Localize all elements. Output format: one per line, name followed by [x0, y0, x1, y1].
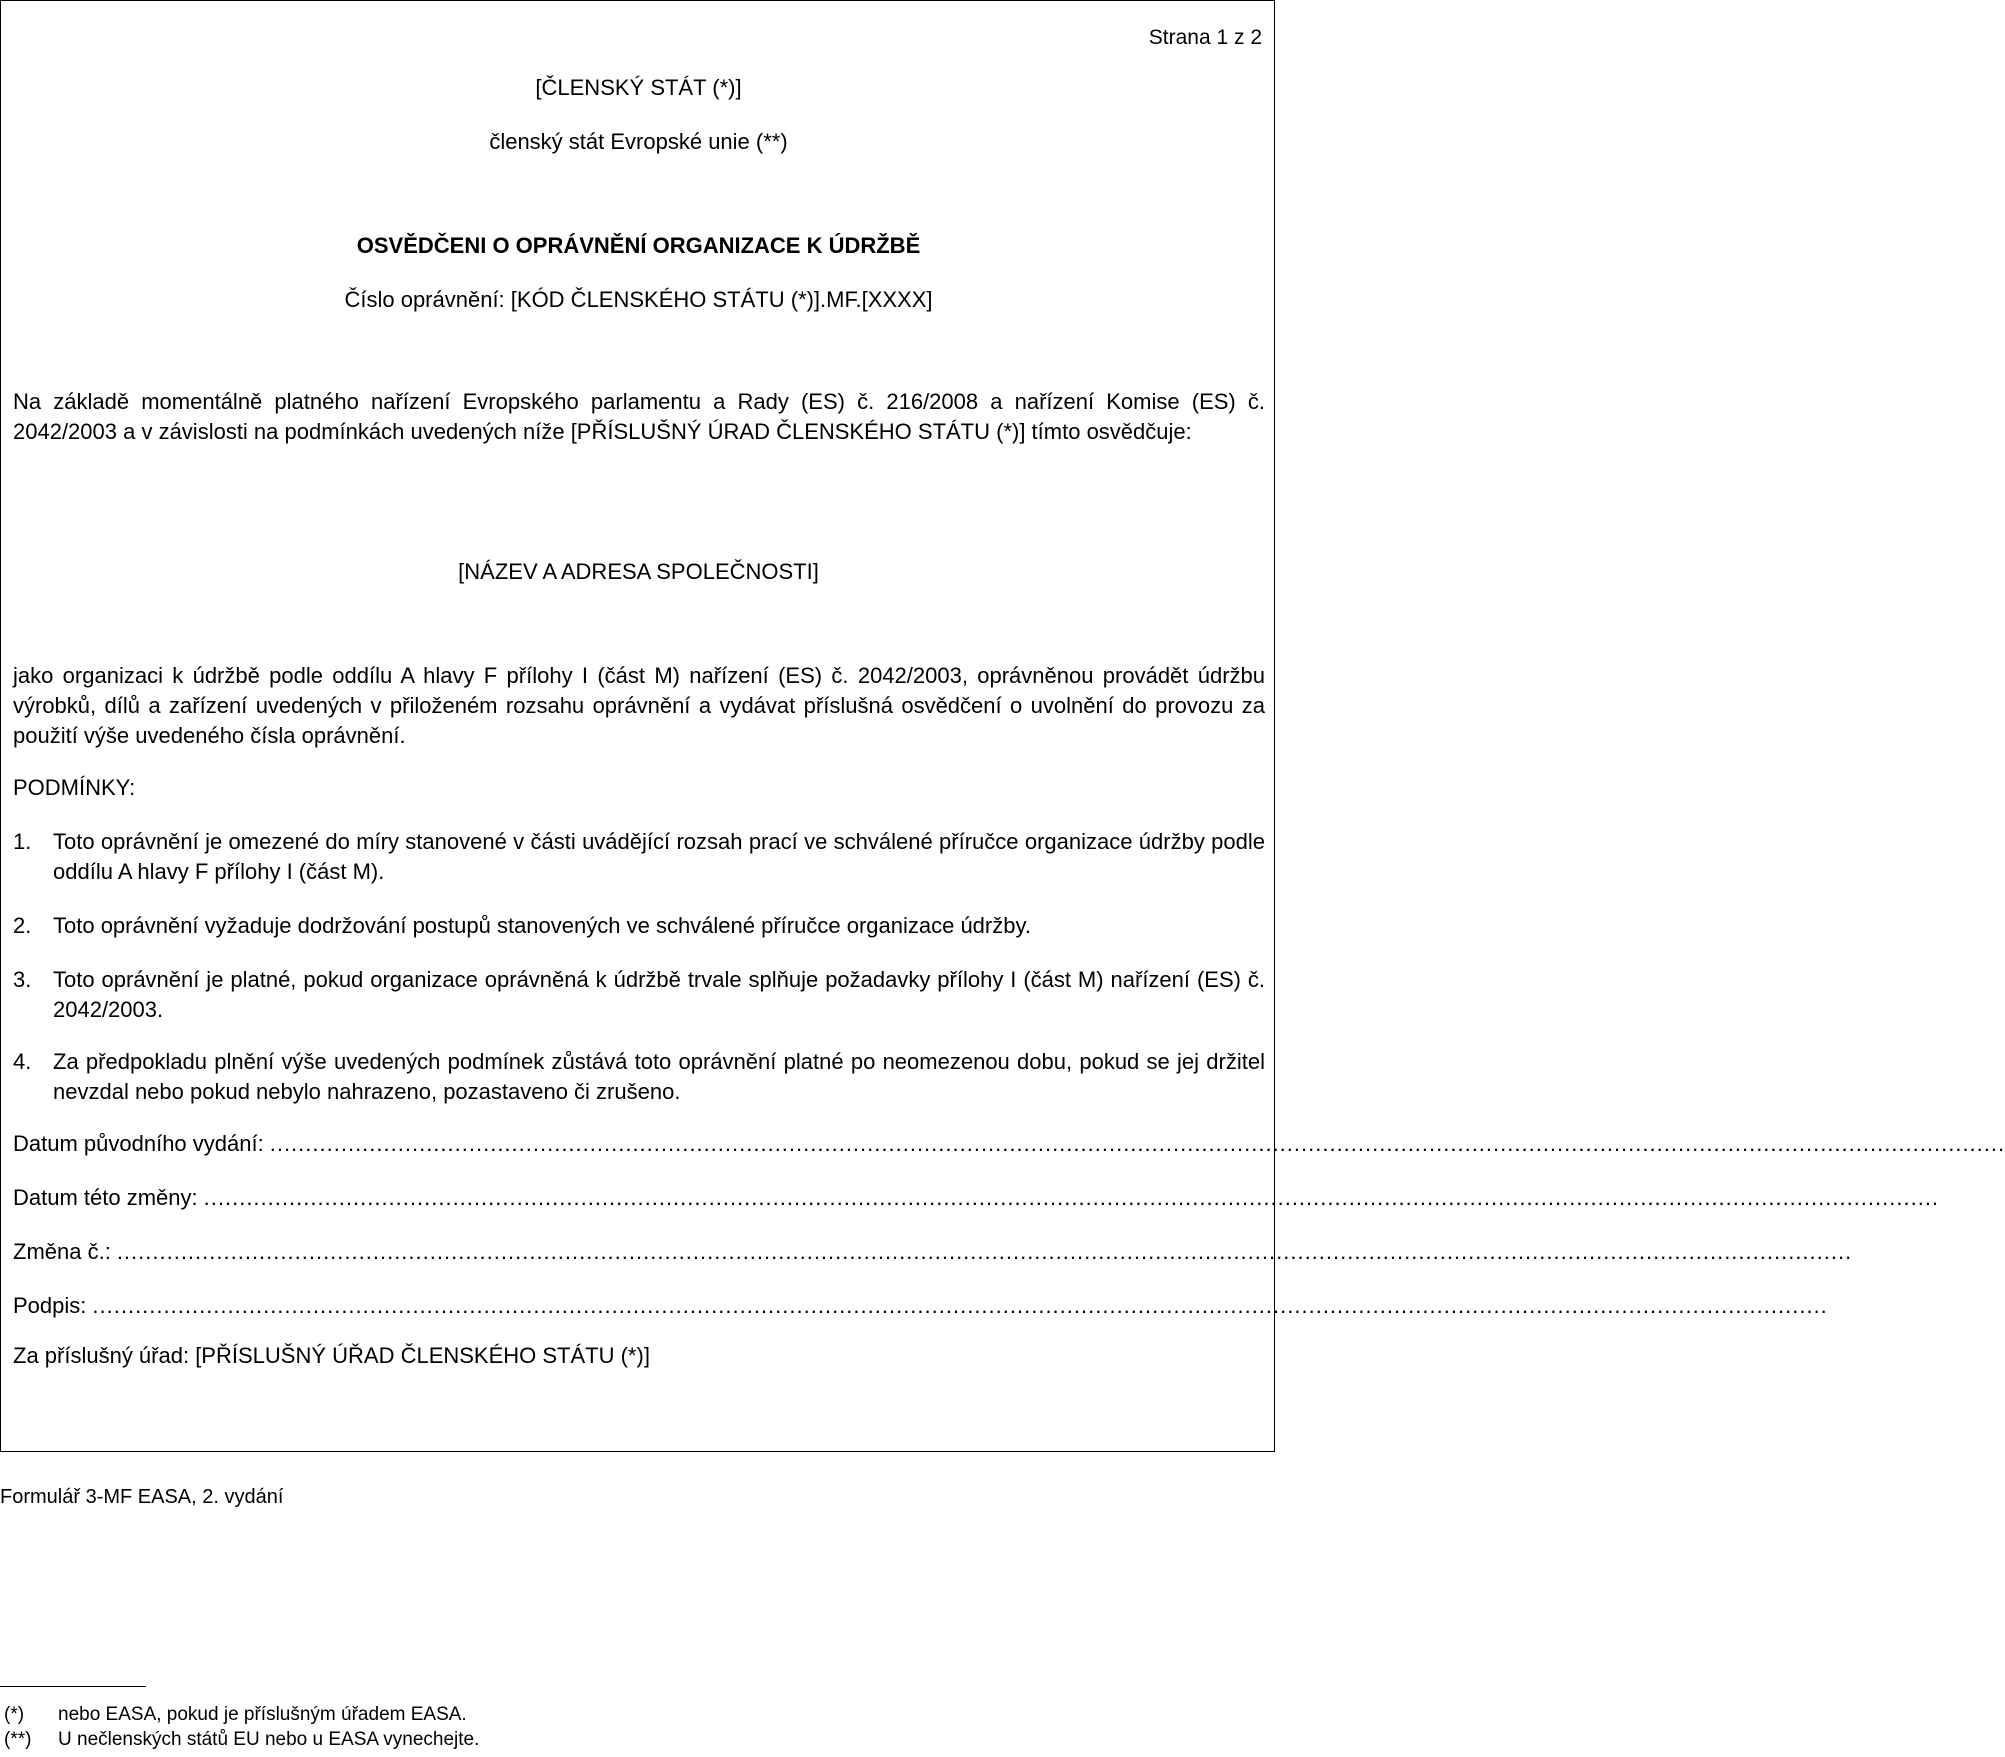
approval-number: Číslo oprávnění: [KÓD ČLENSKÉHO STÁTU (*)].MF.[XXXX]: [344, 287, 933, 312]
original-issue-label: Datum původního vydání:: [13, 1131, 264, 1156]
condition-item: [13, 911, 1265, 941]
signature-field[interactable]: [13, 1291, 1828, 1321]
condition-number: 1.: [13, 829, 32, 854]
dotted-fill-line: ....................................................................................................................................................................................................................................................: [269, 1131, 2005, 1156]
footnote-text: U nečlenských států EU nebo u EASA vynechejte.: [58, 1729, 480, 1750]
organisation-paragraph: jako organizaci k údržbě podle oddílu A hlavy F přílohy I (část M) nařízení (ES) č. 2042/2003, oprávněnou provádět údržbu výrobků, dílů a zařízení uvedených v přiloženém rozsahu oprávnění a vydávat příslušná osvědčení o uvolnění do provozu za použití výše uvedeného čísla oprávnění.: [13, 663, 1265, 748]
condition-text: Za předpokladu plnění výše uvedených podmínek zůstává toto oprávnění platné po neomezenou dobu, pokud se jej držitel nevzdal nebo pokud nebylo nahrazeno, pozastaveno či zrušeno.: [53, 1049, 1265, 1104]
footnote-item: [0, 1728, 479, 1752]
dotted-fill-line: ....................................................................................................................................................................................................................................................: [116, 1239, 1853, 1264]
company-name-address: [NÁZEV A ADRESA SPOLEČNOSTI]: [458, 559, 819, 584]
condition-text: Toto oprávnění vyžaduje dodržování postupů stanovených ve schválené příručce organizace údržby.: [53, 913, 1031, 938]
revision-number-field[interactable]: [13, 1237, 1853, 1267]
revision-date-label: Datum této změny:: [13, 1185, 198, 1210]
signature-label: Podpis:: [13, 1293, 87, 1318]
condition-number: 3.: [13, 967, 32, 992]
form-label: Formulář 3-MF EASA, 2. vydání: [0, 1486, 284, 1508]
footnote-item: [0, 1703, 467, 1727]
condition-item: [13, 965, 1265, 1025]
condition-number: 4.: [13, 1049, 32, 1074]
revision-number-label: Změna č.:: [13, 1239, 111, 1264]
eu-member-state: členský stát Evropské unie (**): [489, 129, 788, 154]
condition-item: [13, 1047, 1265, 1107]
revision-date-field[interactable]: [13, 1183, 1940, 1213]
footnote-mark: (**): [4, 1729, 32, 1750]
conditions-heading: PODMÍNKY:: [13, 775, 136, 800]
condition-text: Toto oprávnění je omezené do míry stanovené v části uvádějící rozsah prací ve schválené příručce organizace údržby podle oddílu A hlavy F přílohy I (část M).: [53, 829, 1265, 884]
intro-paragraph: Na základě momentálně platného nařízení Evropského parlamentu a Rady (ES) č. 216/2008 a nařízení Komise (ES) č. 2042/2003 a v závislosti na podmínkách uvedených níže [PŘÍSLUŠNÝ ÚRAD ČLENSKÉHO STÁTU (*)] tímto osvědčuje:: [13, 389, 1265, 444]
original-issue-date-field[interactable]: [13, 1129, 2005, 1159]
page-number: Strana 1 z 2: [1148, 26, 1262, 49]
footnote-mark: (*): [4, 1704, 25, 1725]
dotted-fill-line: ....................................................................................................................................................................................................................................................: [203, 1185, 1940, 1210]
member-state: [ČLENSKÝ STÁT (*)]: [535, 75, 742, 100]
dotted-fill-line: ....................................................................................................................................................................................................................................................: [92, 1293, 1828, 1318]
condition-number: 2.: [13, 913, 32, 938]
condition-text: Toto oprávnění je platné, pokud organizace oprávněná k údržbě trvale splňuje požadavky přílohy I (část M) nařízení (ES) č. 2042/2003.: [53, 967, 1265, 1022]
certificate-title: OSVĚDČENI O OPRÁVNĚNÍ ORGANIZACE K ÚDRŽBĚ: [356, 233, 921, 258]
condition-item: [13, 827, 1265, 887]
footnote-text: nebo EASA, pokud je příslušným úřadem EASA.: [58, 1704, 467, 1725]
authority-line: Za příslušný úřad: [PŘÍSLUŠNÝ ÚŘAD ČLENSKÉHO STÁTU (*)]: [13, 1343, 650, 1368]
footnote-separator: [0, 1686, 146, 1687]
